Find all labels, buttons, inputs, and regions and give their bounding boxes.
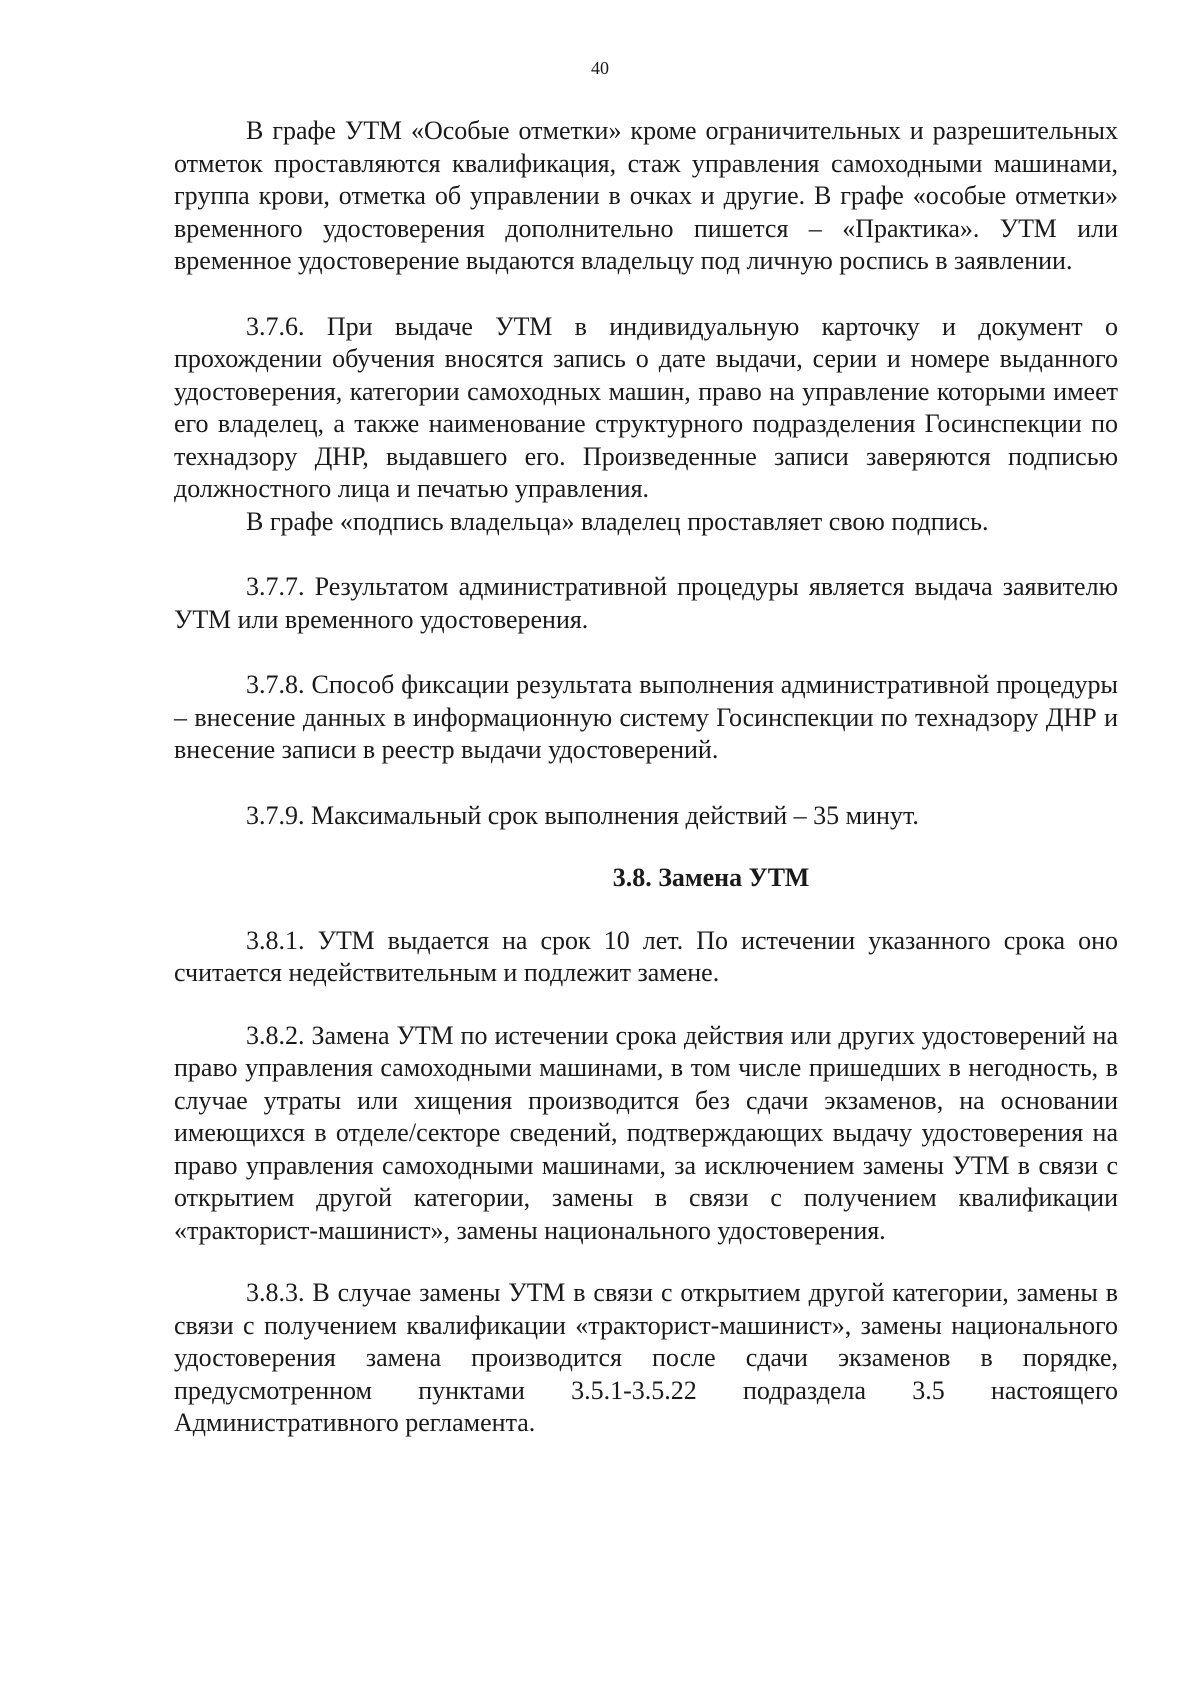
paragraph-3-8-3: 3.8.3. В случае замены УТМ в связи с открытием другой категории, замены в связи с получением квалификации «тракторист-машинист», замены национального удостоверения замена производится после сдачи экзаменов в порядке, предусмотренном пунктами 3.5.1-3.5.22 подраздела 3.5 настоящего Административного регламента.	[174, 1278, 1118, 1437]
section-heading-3-8: 3.8. Замена УТМ	[612, 863, 810, 892]
paragraph-3-7-7: 3.7.7. Результатом административной процедуры является выдача заявителю УТМ или временного удостоверения.	[174, 572, 1118, 634]
paragraph-owner-signature: В графе «подпись владельца» владелец проставляет свою подпись.	[246, 506, 989, 536]
paragraph-3-7-9: 3.7.9. Максимальный срок выполнения действий – 35 минут.	[246, 800, 919, 830]
paragraph-3-7-6: 3.7.6. При выдаче УТМ в индивидуальную карточку и документ о прохождении обучения вносятся запись о дате выдачи, серии и номере выданного удостоверения, категории самоходных машин, право на управление которыми имеет его владелец, а также наименование структурного подразделения Госинспекции по технадзору ДНР, выдавшего его. Произведенные записи заверяются подписью должностного лица и печатью управления.	[174, 311, 1118, 503]
paragraph-special-marks: В графе УТМ «Особые отметки» кроме ограничительных и разрешительных отметок проставляются квалификация, стаж управления самоходными машинами, группа крови, отметка об управлении в очках и другие. В графе «особые отметки» временного удостоверения дополнительно пишется – «Практика». УТМ или временное удостоверение выдаются владельцу под личную роспись в заявлении.	[174, 116, 1118, 275]
page-number: 40	[591, 58, 609, 78]
document-body	[174, 115, 1118, 1440]
paragraph-3-8-2: 3.8.2. Замена УТМ по истечении срока действия или других удостоверений на право управления самоходными машинами, в том числе пришедших в негодность, в случае утраты или хищения производится без сдачи экзаменов, на основании имеющихся в отделе/секторе сведений, подтверждающих выдачу удостоверения на право управления самоходными машинами, за исключением замены УТМ в связи с открытием другой категории, замены в связи с получением квалификации «тракторист-машинист», замены национального удостоверения.	[174, 1020, 1118, 1245]
paragraph-3-8-1: 3.8.1. УТМ выдается на срок 10 лет. По истечении указанного срока оно считается недействительным и подлежит замене.	[174, 925, 1118, 987]
paragraph-3-7-8: 3.7.8. Способ фиксации результата выполнения административной процедуры – внесение данных в информационную систему Госинспекции по технадзору ДНР и внесение записи в реестр выдачи удостоверений.	[174, 670, 1118, 764]
